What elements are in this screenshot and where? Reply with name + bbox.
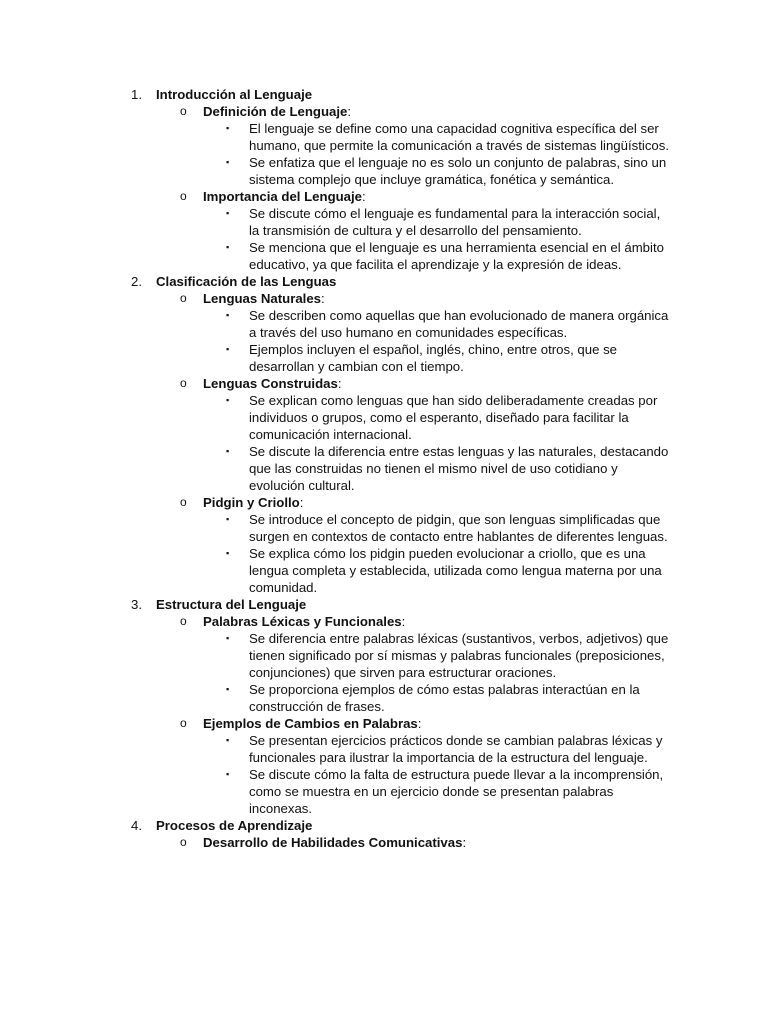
bullet-item: [0, 120, 768, 154]
bullet-text: Se explica cómo los pidgin pueden evolucionar a criollo, que es una lengua completa y establecida, utilizada como lengua materna por una comunidad.: [249, 546, 662, 595]
bullet-text: Se enfatiza que el lenguaje no es solo un conjunto de palabras, sino un sistema complejo que incluye gramática, fonética y semántica.: [249, 155, 667, 187]
bullet-item: [0, 154, 768, 188]
bullet-text: Se diferencia entre palabras léxicas (sustantivos, verbos, adjetivos) que tienen significado por sí mismas y palabras funcionales (preposiciones, conjunciones) que sirven para estructurar oraciones.: [249, 631, 669, 680]
circle-bullet-icon: o: [180, 716, 187, 730]
section-title: Clasificación de las Lenguas: [156, 274, 337, 289]
subsection-heading: [0, 715, 768, 732]
section-title: Introducción al Lenguaje: [156, 87, 313, 102]
bullet-item: [0, 205, 768, 239]
bullet-text: Ejemplos incluyen el español, inglés, chino, entre otros, que se desarrollan y cambian con el tiempo.: [249, 342, 618, 374]
subsection-title: Lenguas Naturales: [203, 291, 321, 306]
bullet-item: [0, 239, 768, 273]
section-heading: [0, 273, 768, 290]
square-bullet-icon: ▪: [226, 446, 230, 456]
circle-bullet-icon: o: [180, 104, 187, 118]
bullet-item: [0, 630, 768, 681]
bullet-text: Se discute cómo la falta de estructura puede llevar a la incomprensión, como se muestra en un ejercicio donde se presentan palabras inconexas.: [249, 767, 664, 816]
circle-bullet-icon: o: [180, 189, 187, 203]
subsection-colon: :: [417, 716, 422, 731]
subsection-label: [203, 834, 466, 851]
circle-bullet-icon: o: [180, 614, 187, 628]
square-bullet-icon: ▪: [226, 395, 230, 405]
square-bullet-icon: ▪: [226, 735, 230, 745]
square-bullet-icon: ▪: [226, 157, 230, 167]
subsection-heading: [0, 290, 768, 307]
subsection-heading: [0, 103, 768, 120]
subsection-label: [203, 375, 342, 392]
subsection-heading: [0, 375, 768, 392]
bullet-item: [0, 341, 768, 375]
subsection-label: [203, 188, 366, 205]
square-bullet-icon: ▪: [226, 208, 230, 218]
subsection-title: Ejemplos de Cambios en Palabras: [203, 716, 418, 731]
square-bullet-icon: ▪: [226, 769, 230, 779]
subsection-colon: :: [347, 104, 352, 119]
subsection-heading: [0, 834, 768, 851]
subsection-label: [203, 494, 303, 511]
bullet-text: El lenguaje se define como una capacidad cognitiva específica del ser humano, que permite la comunicación a través de sistemas lingüísticos.: [249, 121, 670, 153]
section-title: Estructura del Lenguaje: [156, 597, 307, 612]
square-bullet-icon: ▪: [226, 123, 230, 133]
section-title: Procesos de Aprendizaje: [156, 818, 313, 833]
subsection-title: Desarrollo de Habilidades Comunicativas: [203, 835, 463, 850]
section-number: 4.: [131, 818, 142, 833]
subsection-colon: :: [362, 189, 366, 204]
subsection-heading: [0, 188, 768, 205]
bullet-text: Se introduce el concepto de pidgin, que son lenguas simplificadas que surgen en contextos de contacto entre hablantes de diferentes lenguas.: [249, 512, 668, 544]
circle-bullet-icon: o: [180, 495, 187, 509]
bullet-item: [0, 511, 768, 545]
bullet-text: Se discute la diferencia entre estas lenguas y las naturales, destacando que las construidas no tienen el mismo nivel de uso cotidiano y evolución cultural.: [249, 444, 669, 493]
section-number: 3.: [131, 597, 142, 612]
circle-bullet-icon: o: [180, 376, 187, 390]
bullet-text: Se menciona que el lenguaje es una herramienta esencial en el ámbito educativo, ya que facilita el aprendizaje y la expresión de ideas.: [249, 240, 664, 272]
bullet-text: Se discute cómo el lenguaje es fundamental para la interacción social, la transmisión de cultura y el desarrollo del pensamiento.: [249, 206, 661, 238]
subsection-title: Palabras Léxicas y Funcionales: [203, 614, 402, 629]
subsection-colon: :: [401, 614, 406, 629]
subsection-label: [203, 103, 351, 120]
subsection-colon: :: [321, 291, 325, 306]
bullet-text: Se explican como lenguas que han sido deliberadamente creadas por individuos o grupos, como el esperanto, diseñado para facilitar la comunicación internacional.: [249, 393, 658, 442]
square-bullet-icon: ▪: [226, 242, 230, 252]
bullet-item: [0, 681, 768, 715]
bullet-text: Se describen como aquellas que han evolucionado de manera orgánica a través del uso humano en comunidades específicas.: [249, 308, 669, 340]
bullet-item: [0, 307, 768, 341]
section-number: 1.: [131, 87, 142, 102]
bullet-item: [0, 392, 768, 443]
subsection-colon: :: [462, 835, 467, 850]
square-bullet-icon: ▪: [226, 633, 230, 643]
bullet-item: [0, 766, 768, 817]
subsection-title: Pidgin y Criollo: [203, 495, 300, 510]
subsection-label: [203, 715, 421, 732]
bullet-item: [0, 545, 768, 596]
bullet-text: Se presentan ejercicios prácticos donde se cambian palabras léxicas y funcionales para ilustrar la importancia de la estructura del lenguaje.: [249, 733, 663, 765]
subsection-heading: [0, 494, 768, 511]
circle-bullet-icon: o: [180, 835, 187, 849]
square-bullet-icon: ▪: [226, 548, 230, 558]
square-bullet-icon: ▪: [226, 344, 230, 354]
section-number: 2.: [131, 274, 142, 289]
subsection-label: [203, 290, 325, 307]
subsection-colon: :: [337, 376, 342, 391]
subsection-title: Importancia del Lenguaje: [203, 189, 363, 204]
subsection-label: [203, 613, 405, 630]
square-bullet-icon: ▪: [226, 684, 230, 694]
section-heading: [0, 817, 768, 834]
subsection-title: Lenguas Construidas: [203, 376, 338, 391]
subsection-heading: [0, 613, 768, 630]
section-heading: [0, 86, 768, 103]
circle-bullet-icon: o: [180, 291, 187, 305]
bullet-text: Se proporciona ejemplos de cómo estas palabras interactúan en la construcción de frases.: [249, 682, 640, 714]
square-bullet-icon: ▪: [226, 310, 230, 320]
subsection-title: Definición de Lenguaje: [203, 104, 348, 119]
square-bullet-icon: ▪: [226, 514, 230, 524]
bullet-item: [0, 732, 768, 766]
bullet-item: [0, 443, 768, 494]
subsection-colon: :: [299, 495, 304, 510]
section-heading: [0, 596, 768, 613]
